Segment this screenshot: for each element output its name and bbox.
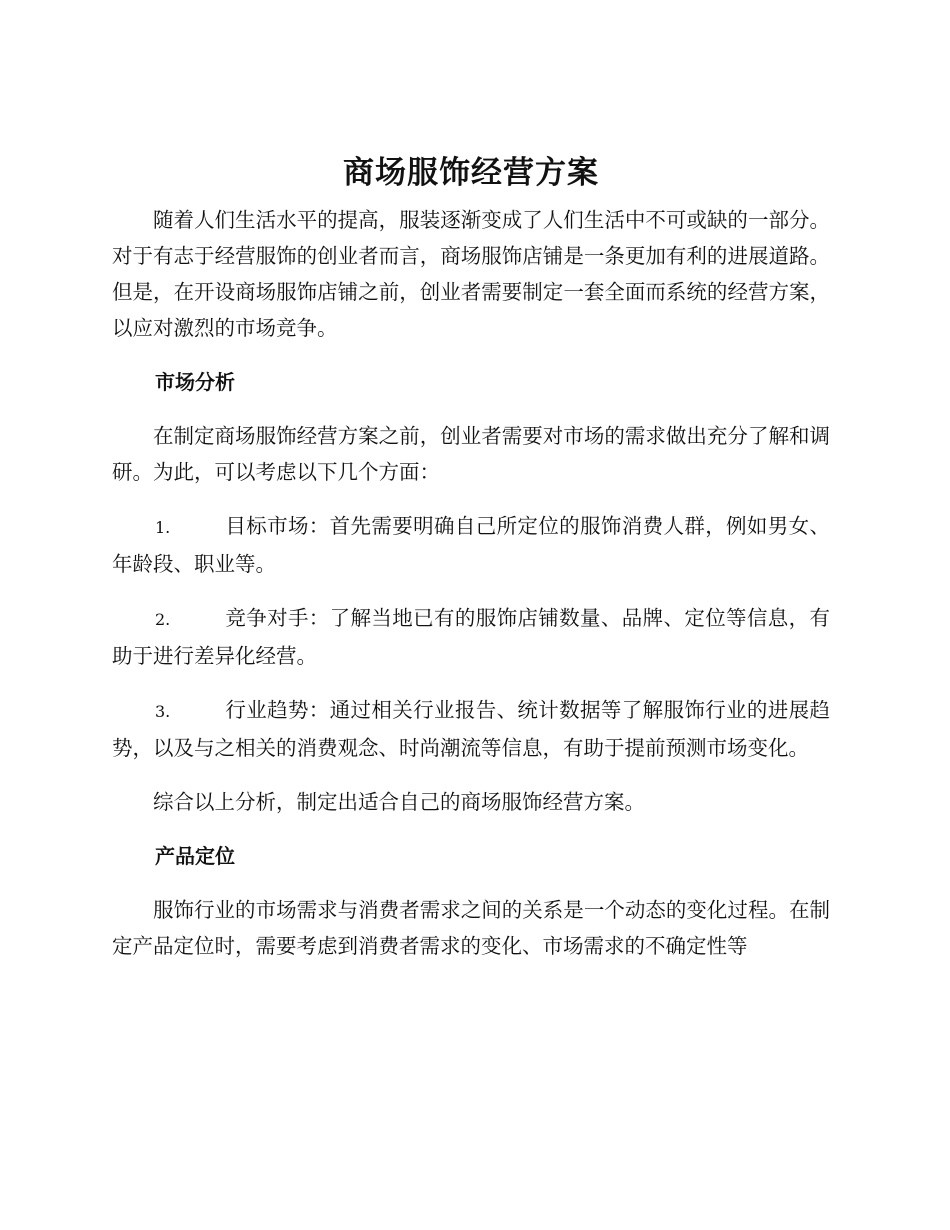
list-item	[112, 508, 830, 582]
product-positioning-lead: 服饰行业的市场需求与消费者需求之间的关系是一个动态的变化过程。在制定产品定位时，需要考虑到消费者需求的变化、市场需求的不确定性等	[112, 898, 830, 958]
list-text: 目标市场：首先需要明确自己所定位的服饰消费人群，例如男女、年龄段、职业等。	[112, 514, 830, 576]
list-item	[112, 600, 830, 674]
list-number: 3.	[155, 702, 171, 721]
section-heading-product-positioning: 产品定位	[155, 844, 235, 868]
list-item	[112, 692, 830, 766]
section-heading-market-analysis: 市场分析	[155, 370, 235, 394]
intro-paragraph: 随着人们生活水平的提高，服装逐渐变成了人们生活中不可或缺的一部分。对于有志于经营服饰的创业者而言，商场服饰店铺是一条更加有利的进展道路。但是，在开设商场服饰店铺之前，创业者需要制定一套全面而系统的经营方案，以应对激烈的市场竞争。	[112, 208, 830, 340]
market-analysis-conclusion: 综合以上分析，制定出适合自己的商场服饰经营方案。	[153, 790, 645, 814]
document-title: 商场服饰经营方案	[343, 155, 599, 191]
list-number: 1.	[155, 518, 171, 537]
list-text: 行业趋势：通过相关行业报告、统计数据等了解服饰行业的进展趋势，以及与之相关的消费观念、时尚潮流等信息，有助于提前预测市场变化。	[112, 698, 830, 760]
market-analysis-lead: 在制定商场服饰经营方案之前，创业者需要对市场的需求做出充分了解和调研。为此，可以考虑以下几个方面：	[112, 424, 830, 484]
document-page	[112, 150, 830, 964]
list-text: 竞争对手：了解当地已有的服饰店铺数量、品牌、定位等信息，有助于进行差异化经营。	[112, 606, 830, 668]
list-number: 2.	[155, 610, 171, 629]
